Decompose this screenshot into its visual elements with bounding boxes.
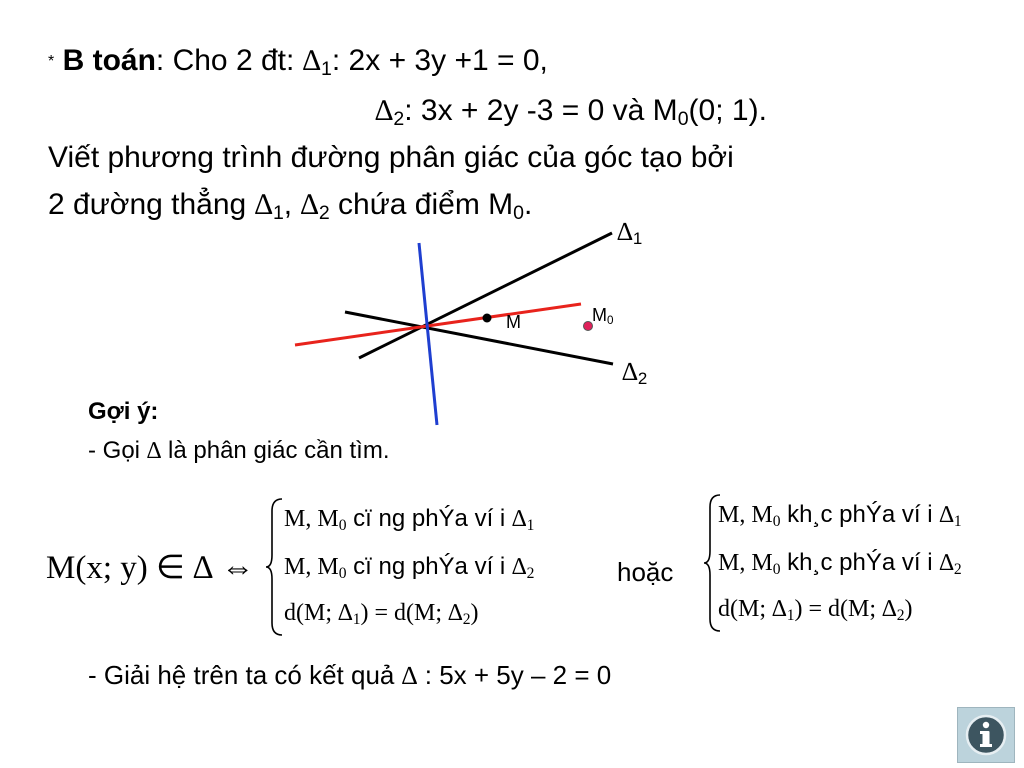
delta-sub: 1 [632,229,643,249]
row-text: cï ng phÝa ví i [346,553,512,580]
label-m0 [592,305,614,326]
row-text: ) = d(M; ∆ [794,596,897,622]
delta-sub: 2 [462,610,471,628]
row-points: M, M [284,506,339,532]
row-points: M, M [718,502,773,528]
row-sub: 0 [772,512,781,530]
delta-sub: 1 [321,57,332,80]
row-tail: ) [470,600,479,626]
delta-sub: 2 [526,564,535,582]
point-m [483,314,492,323]
delta-sub: 1 [526,516,535,534]
row-text: ) = d(M; ∆ [360,600,463,626]
left-row-1 [284,505,534,533]
right-row-3 [718,596,913,623]
delta-symbol: ∆ [622,357,638,386]
delta-symbol: ∆ [302,44,322,77]
left-row-2 [284,553,534,581]
problem-intro: : Cho 2 đt: [155,44,303,77]
m0-sub: 0 [513,201,525,224]
row-sub: 0 [772,560,781,578]
right-row-1 [718,501,962,529]
star-mark: * [48,53,55,70]
m0-sub: 0 [607,313,614,327]
problem-line-3: Viết phương trình đường phân giác của góc tạo bởi [48,141,734,174]
line4-mid: chứa điểm M [329,188,514,221]
m-letter: M [592,305,607,325]
delta-sub: 2 [318,201,330,224]
info-icon [958,708,1014,762]
hint-post: là phân giác cần tìm. [161,437,390,464]
delta-sub: 2 [637,369,648,389]
hint-title: Gợi ý: [88,398,159,425]
equation-2-tail: (0; 1). [688,94,767,127]
label-m: M [506,312,521,332]
system-lhs: M(x; y) ∈ ∆ ⇔ [46,550,255,586]
m0-sub: 0 [677,107,689,130]
left-row-3 [284,600,479,627]
result-pre: - Giải hệ trên ta có kết quả [88,660,402,690]
row-points: M, M [284,554,339,580]
delta-sub: 2 [953,560,962,578]
delta-symbol: ∆ [511,506,527,532]
row-points: d(M; ∆ [718,596,787,622]
row-tail: ) [904,596,913,622]
right-row-2 [718,549,962,577]
equation-2: : 3x + 2y -3 = 0 và M [404,94,678,127]
delta-symbol: ∆ [617,217,633,246]
delta-symbol: ∆ [146,438,162,464]
problem-title: B toán [62,44,156,77]
line4-pre: 2 đường thẳng [48,188,255,221]
delta-symbol: ∆ [939,502,954,528]
row-sub: 0 [338,516,347,534]
row-text: kh¸c phÝa ví i [780,549,940,576]
row-points: M, M [718,550,773,576]
hint-pre: - Gọi [88,437,147,464]
row-sub: 1 [786,606,795,624]
left-brace [264,497,284,637]
delta-sub: 2 [896,606,905,624]
bisector-red-line [295,304,581,345]
delta-sub: 1 [953,512,962,530]
row-sub: 1 [352,610,361,628]
delta-sub: 1 [272,201,284,224]
equation-1: : 2x + 3y +1 = 0, [331,44,548,77]
delta-symbol: ∆ [401,661,418,690]
info-button[interactable] [957,707,1015,763]
row-points: d(M; ∆ [284,600,353,626]
delta-sub: 2 [393,107,405,130]
delta-symbol: ∆ [939,550,954,576]
bisector-blue-line [419,243,437,425]
delta-symbol: ∆ [254,188,273,221]
result-equation: : 5x + 5y – 2 = 0 [417,660,612,690]
delta-symbol: ∆ [300,188,319,221]
row-text: cï ng phÝa ví i [346,505,512,532]
or-word: hoặc [617,557,674,587]
row-sub: 0 [338,564,347,582]
period: . [524,188,533,221]
delta-symbol: ∆ [511,554,527,580]
label-delta1 [617,216,642,247]
delta-symbol: ∆ [375,94,394,127]
label-delta2 [622,356,647,387]
comma: , [283,188,301,221]
hint-line-1 [88,437,390,465]
row-text: kh¸c phÝa ví i [780,501,940,528]
result-line [88,660,611,691]
